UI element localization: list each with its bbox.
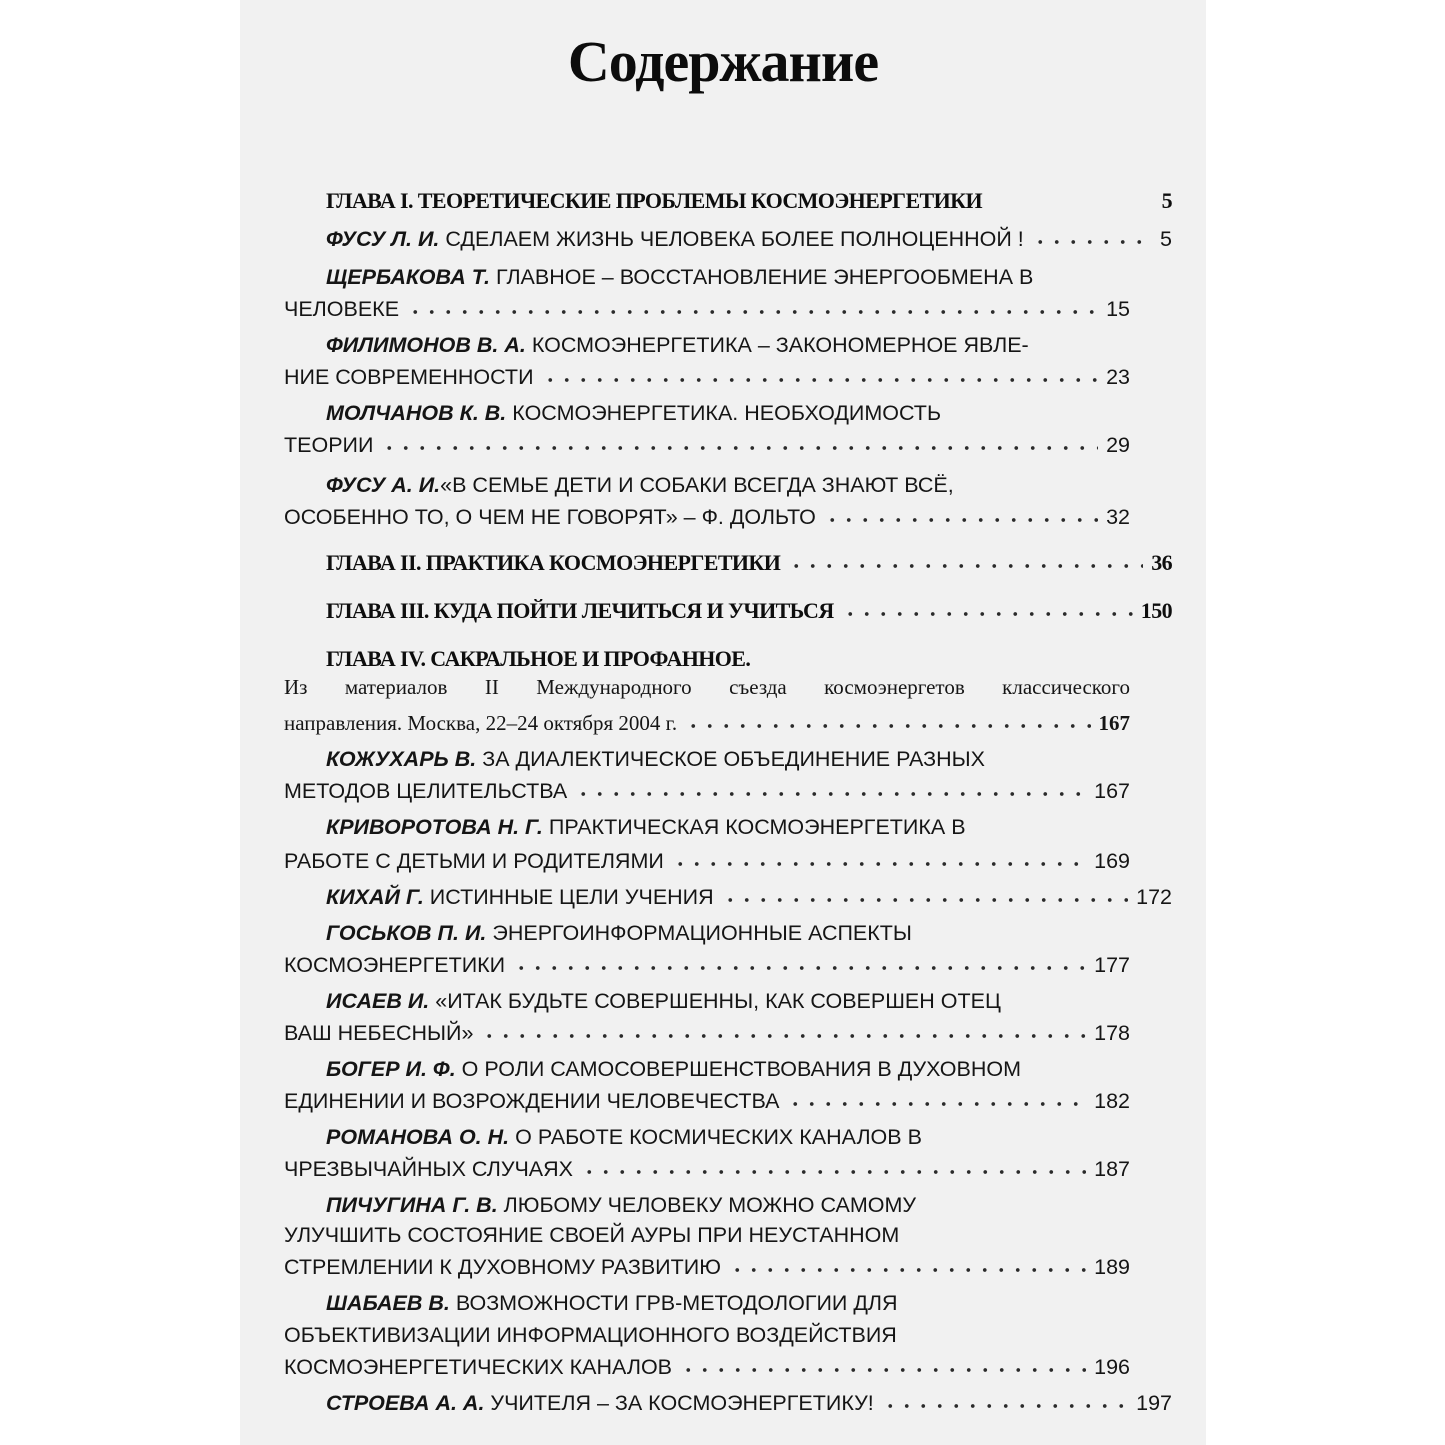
dot-leader	[575, 789, 1086, 799]
toc-entry-continuation	[284, 1314, 1130, 1348]
dot-leader	[722, 895, 1128, 905]
page-number: 167	[1098, 711, 1130, 735]
dot-leader	[513, 963, 1086, 973]
chapter-note-text: направления. Москва, 22–24 октября 2004 г.	[284, 711, 678, 735]
entry-author: ФУСУ А. И.	[326, 473, 441, 497]
toc-entry-boger	[284, 1048, 1172, 1082]
toc-entry-continuation	[284, 1012, 1130, 1046]
entry-title: ЧЕЛОВЕКЕ	[284, 297, 400, 321]
toc-entry-continuation	[284, 1148, 1130, 1182]
toc-entry-continuation	[284, 288, 1130, 322]
entry-title: «ИТАК БУДЬТЕ СОВЕРШЕННЫ, КАК СОВЕРШЕН ОТЕЦ	[435, 989, 1001, 1013]
entry-title: ОБЪЕКТИВИЗАЦИИ ИНФОРМАЦИОННОГО ВОЗДЕЙСТВИЯ	[284, 1323, 897, 1347]
dot-leader	[381, 443, 1098, 453]
toc-entry-goskov	[284, 912, 1172, 946]
chapter-label: ГЛАВА IV. САКРАЛЬНОЕ И ПРОФАННОЕ.	[326, 646, 751, 671]
page-number: 196	[1094, 1355, 1130, 1379]
toc-entry-krivorotova	[284, 806, 1172, 840]
entry-author: КОЖУХАРЬ В.	[326, 747, 477, 771]
page-number: 5	[1160, 227, 1172, 251]
page-number: 15	[1106, 297, 1130, 321]
entry-title: ЧРЕЗВЫЧАЙНЫХ СЛУЧАЯХ	[284, 1157, 574, 1181]
dot-leader	[685, 721, 1090, 731]
entry-title: КОСМОЭНЕРГЕТИКИ	[284, 953, 506, 977]
toc-entry-continuation	[284, 1214, 1130, 1248]
page-number: 32	[1106, 505, 1130, 529]
entry-author: РОМАНОВА О. Н.	[326, 1125, 510, 1149]
entry-title: ГЛАВНОЕ – ВОССТАНОВЛЕНИЕ ЭНЕРГООБМЕНА В	[496, 265, 1034, 289]
toc-entry-shcherbakova	[284, 256, 1172, 290]
page-number: 172	[1136, 885, 1172, 909]
entry-title: РАБОТЕ С ДЕТЬМИ И РОДИТЕЛЯМИ	[284, 849, 664, 873]
page-number: 178	[1094, 1021, 1130, 1045]
entry-title: ЕДИНЕНИИ И ВОЗРОЖДЕНИИ ЧЕЛОВЕЧЕСТВА	[284, 1089, 780, 1113]
entry-title: ЛЮБОМУ ЧЕЛОВЕКУ МОЖНО САМОМУ	[503, 1193, 917, 1217]
entry-title: КОСМОЭНЕРГЕТИКА. НЕОБХОДИМОСТЬ	[512, 401, 942, 425]
chapter-label: ГЛАВА I. ТЕОРЕТИЧЕСКИЕ ПРОБЛЕМЫ КОСМОЭНЕРГЕТИКИ	[326, 188, 982, 213]
toc-entry-fusu-ai	[284, 464, 1172, 498]
entry-author: СТРОЕВА А. А.	[326, 1391, 485, 1415]
dot-leader	[407, 307, 1098, 317]
entry-title: ЗА ДИАЛЕКТИЧЕСКОЕ ОБЪЕДИНЕНИЕ РАЗНЫХ	[482, 747, 985, 771]
entry-author: ПИЧУГИНА Г. В.	[326, 1193, 498, 1217]
toc-entry-continuation	[284, 496, 1130, 530]
toc-entry-isaev	[284, 980, 1172, 1014]
page-number: 169	[1094, 849, 1130, 873]
toc-chapter-1	[284, 180, 1172, 214]
toc-entry-continuation	[284, 1246, 1130, 1280]
entry-author: ФИЛИМОНОВ В. А.	[326, 333, 526, 357]
entry-author: БОГЕР И. Ф.	[326, 1057, 456, 1081]
toc-entry-shabaev	[284, 1282, 1172, 1316]
book-page	[240, 0, 1206, 1445]
entry-title: ОСОБЕННО ТО, О ЧЕМ НЕ ГОВОРЯТ» – Ф. ДОЛЬТО	[284, 505, 816, 529]
toc-chapter-3	[284, 590, 1172, 624]
dot-leader	[581, 1167, 1086, 1177]
toc-entry-continuation	[284, 944, 1130, 978]
page-number: 167	[1094, 779, 1130, 803]
page-number: 177	[1094, 953, 1130, 977]
page-number: 197	[1136, 1391, 1172, 1415]
entry-title: ВАШ НЕБЕСНЫЙ»	[284, 1021, 474, 1045]
toc-chapter-4	[284, 638, 1172, 672]
toc-entry-continuation	[284, 1080, 1130, 1114]
entry-title: ВОЗМОЖНОСТИ ГРВ-МЕТОДОЛОГИИ ДЛЯ	[455, 1291, 898, 1315]
dot-leader	[680, 1365, 1086, 1375]
toc-entry-fusu-li	[284, 218, 1172, 252]
dot-leader	[672, 859, 1086, 869]
dot-leader	[481, 1031, 1086, 1041]
dot-leader	[1032, 237, 1152, 247]
toc-entry-stroeva	[284, 1382, 1172, 1416]
dot-leader	[729, 1265, 1086, 1275]
entry-title: ТЕОРИИ	[284, 433, 374, 457]
toc-entry-romanova	[284, 1116, 1172, 1150]
entry-title: УЧИТЕЛЯ – ЗА КОСМОЭНЕРГЕТИКУ!	[490, 1391, 874, 1415]
entry-title: ЭНЕРГОИНФОРМАЦИОННЫЕ АСПЕКТЫ	[492, 921, 912, 945]
toc-chapter-2	[284, 542, 1172, 576]
entry-title: ИСТИННЫЕ ЦЕЛИ УЧЕНИЯ	[429, 885, 714, 909]
entry-title: СТРЕМЛЕНИИ К ДУХОВНОМУ РАЗВИТИЮ	[284, 1255, 721, 1279]
toc-entry-continuation	[284, 1346, 1130, 1380]
entry-title: МЕТОДОВ ЦЕЛИТЕЛЬСТВА	[284, 779, 568, 803]
page-number: 187	[1094, 1157, 1130, 1181]
entry-title: О РОЛИ САМОСОВЕРШЕНСТВОВАНИЯ В ДУХОВНОМ	[461, 1057, 1022, 1081]
toc-entry-kikhai	[284, 876, 1172, 910]
entry-author: ИСАЕВ И.	[326, 989, 430, 1013]
dot-leader	[787, 1099, 1086, 1109]
toc-entry-pichugina	[284, 1184, 1172, 1218]
chapter-4-note: Из материалов II Международного съезда космоэнергетов классического	[284, 675, 1130, 699]
entry-title: О РАБОТЕ КОСМИЧЕСКИХ КАНАЛОВ В	[515, 1125, 922, 1149]
entry-title: ПРАКТИЧЕСКАЯ КОСМОЭНЕРГЕТИКА В	[548, 815, 966, 839]
entry-author: МОЛЧАНОВ К. В.	[326, 401, 507, 425]
dot-leader	[842, 609, 1133, 619]
entry-author: ЩЕРБАКОВА Т.	[326, 265, 491, 289]
page-number: 36	[1151, 550, 1172, 575]
entry-title: КОСМОЭНЕРГЕТИЧЕСКИХ КАНАЛОВ	[284, 1355, 673, 1379]
dot-leader	[824, 515, 1098, 525]
toc-entry-kozhukhar	[284, 738, 1172, 772]
chapter-label: ГЛАВА II. ПРАКТИКА КОСМОЭНЕРГЕТИКИ	[326, 550, 781, 575]
page-number: 189	[1094, 1255, 1130, 1279]
entry-author: ГОСЬКОВ П. И.	[326, 921, 487, 945]
toc-entry-continuation	[284, 840, 1130, 874]
chapter-4-note-continuation	[284, 702, 1130, 736]
toc-entry-continuation	[284, 770, 1130, 804]
chapter-label: ГЛАВА III. КУДА ПОЙТИ ЛЕЧИТЬСЯ И УЧИТЬСЯ	[326, 598, 834, 623]
entry-title: НИЕ СОВРЕМЕННОСТИ	[284, 365, 534, 389]
entry-author: ШАБАЕВ В.	[326, 1291, 450, 1315]
page-number: 5	[1161, 188, 1172, 213]
dot-leader	[788, 561, 1143, 571]
page-number: 150	[1140, 598, 1172, 623]
toc-entry-molchanov	[284, 392, 1172, 426]
entry-title: СДЕЛАЕМ ЖИЗНЬ ЧЕЛОВЕКА БОЛЕЕ ПОЛНОЦЕННОЙ !	[445, 227, 1024, 251]
entry-author: КРИВОРОТОВА Н. Г.	[326, 815, 543, 839]
dot-leader	[882, 1401, 1128, 1411]
page-number: 23	[1106, 365, 1130, 389]
dot-leader	[542, 375, 1099, 385]
toc-entry-continuation	[284, 424, 1130, 458]
entry-title: «В СЕМЬЕ ДЕТИ И СОБАКИ ВСЕГДА ЗНАЮТ ВСЁ,	[440, 473, 954, 497]
page-number: 182	[1094, 1089, 1130, 1113]
toc-entry-filimonov	[284, 324, 1172, 358]
entry-title: УЛУЧШИТЬ СОСТОЯНИЕ СВОЕЙ АУРЫ ПРИ НЕУСТАННОМ	[284, 1223, 900, 1247]
entry-title: КОСМОЭНЕРГЕТИКА – ЗАКОНОМЕРНОЕ ЯВЛЕ-	[531, 333, 1029, 357]
page-number: 29	[1106, 433, 1130, 457]
page-title: Содержание	[567, 29, 879, 94]
entry-author: ФУСУ Л. И.	[326, 227, 440, 251]
entry-author: КИХАЙ Г.	[326, 885, 424, 909]
toc-entry-continuation	[284, 356, 1130, 390]
